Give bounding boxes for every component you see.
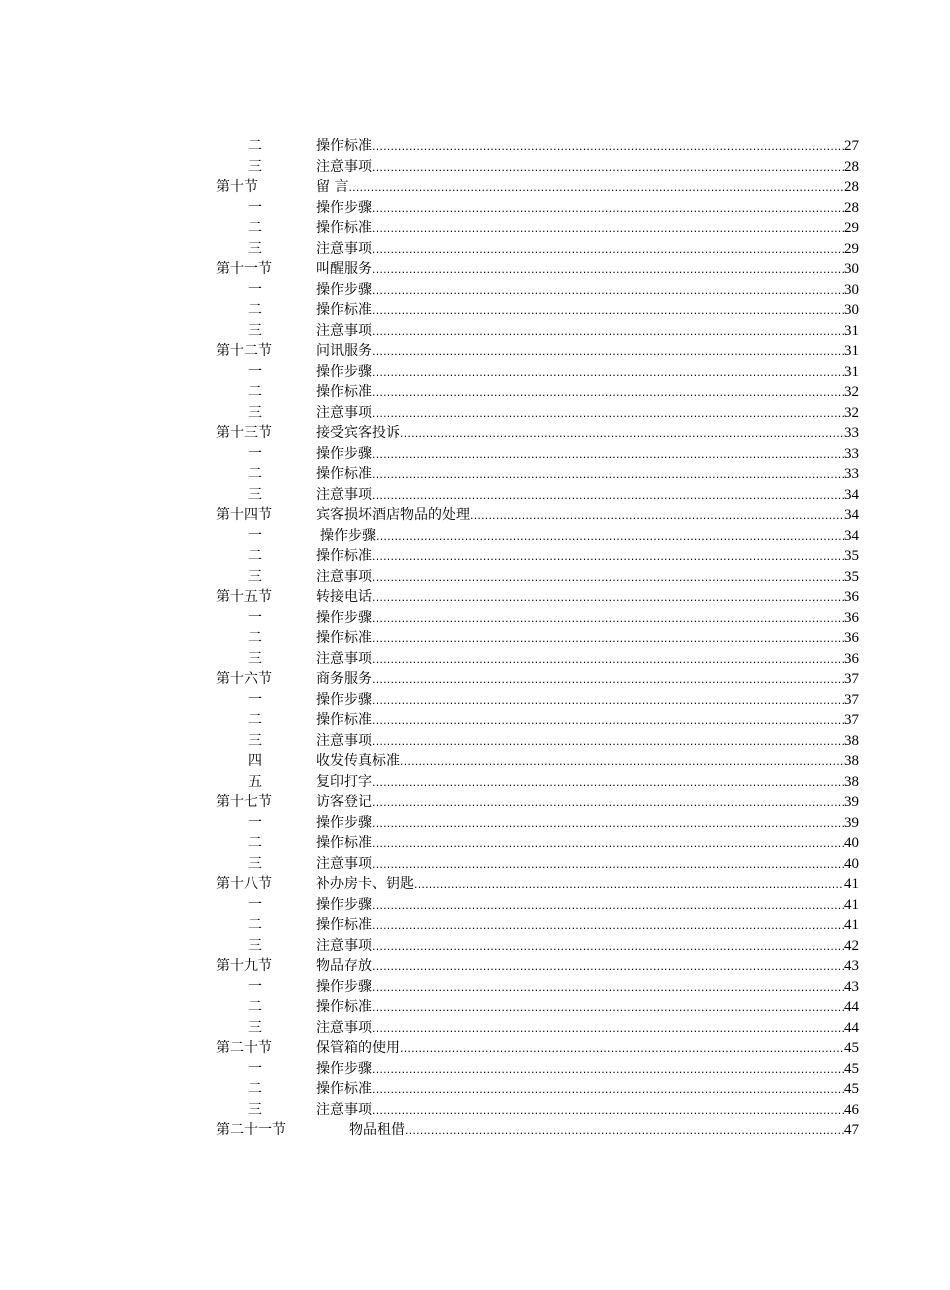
toc-entry-title: 操作标准 <box>316 1081 372 1097</box>
toc-entry-title: 收发传真标准 <box>316 753 400 769</box>
toc-subsection-entry[interactable] <box>0 239 950 260</box>
toc-entry-number: 第二十节 <box>216 1040 272 1056</box>
dot-leader <box>372 834 844 855</box>
dot-leader <box>372 363 844 384</box>
dot-leader <box>372 465 844 486</box>
toc-entry-page: 45 <box>844 1040 859 1056</box>
toc-entry-number: 三 <box>248 568 262 585</box>
toc-entry-title: 操作步骤 <box>316 363 372 380</box>
toc-entry-page: 35 <box>844 568 859 585</box>
toc-entry-page: 28 <box>844 199 859 216</box>
toc-entry-line <box>316 259 859 280</box>
toc-entry-number: 四 <box>248 753 262 769</box>
toc-section-entry[interactable] <box>0 669 950 690</box>
toc-entry-number: 一 <box>248 896 262 913</box>
toc-entry-title: 注意事项 <box>316 855 372 872</box>
toc-entry-page: 31 <box>844 322 859 339</box>
toc-subsection-entry[interactable] <box>0 895 950 916</box>
toc-entry-number: 第十五节 <box>216 589 272 605</box>
toc-subsection-entry[interactable] <box>0 280 950 301</box>
toc-entry-line <box>316 177 859 198</box>
dot-leader <box>372 383 844 404</box>
dot-leader <box>372 998 844 1019</box>
toc-subsection-entry[interactable] <box>0 690 950 711</box>
toc-subsection-entry[interactable] <box>0 1079 950 1100</box>
toc-entry-page: 36 <box>844 589 859 605</box>
toc-entry-title: 注意事项 <box>316 1101 372 1118</box>
toc-entry-line <box>316 792 859 813</box>
toc-entry-line <box>316 956 859 977</box>
toc-entry-title: 注意事项 <box>316 322 372 339</box>
toc-entry-title: 操作标准 <box>316 917 372 933</box>
toc-entry-line <box>316 1038 859 1059</box>
toc-entry-page: 34 <box>844 507 859 523</box>
dot-leader <box>372 486 844 507</box>
dot-leader <box>372 732 844 753</box>
toc-entry-title: 物品存放 <box>316 958 372 974</box>
dot-leader <box>470 506 844 527</box>
toc-entry-line <box>316 218 859 239</box>
toc-entry-number: 二 <box>248 302 262 318</box>
toc-entry-line <box>316 362 859 383</box>
toc-entry-number: 二 <box>248 712 262 728</box>
toc-section-entry[interactable] <box>0 874 950 895</box>
toc-entry-title: 访客登记 <box>316 794 372 810</box>
dot-leader <box>372 281 844 302</box>
dot-leader <box>372 568 844 589</box>
toc-entry-title: 操作标准 <box>316 835 372 851</box>
toc-entry-page: 34 <box>844 486 859 503</box>
toc-entry-page: 32 <box>844 404 859 421</box>
toc-entry-line <box>316 300 859 321</box>
toc-entry-page: 30 <box>844 261 859 277</box>
toc-entry-page: 30 <box>844 302 859 318</box>
toc-entry-line <box>316 669 859 690</box>
toc-section-entry[interactable] <box>0 177 950 198</box>
toc-entry-title: 操作标准 <box>316 466 372 482</box>
toc-entry-line <box>316 731 859 752</box>
toc-section-entry[interactable] <box>0 259 950 280</box>
toc-subsection-entry[interactable] <box>0 485 950 506</box>
toc-entry-line <box>316 444 859 465</box>
toc-entry-page: 38 <box>844 753 859 769</box>
toc-entry-number: 二 <box>248 548 262 564</box>
toc-entry-line <box>316 690 859 711</box>
toc-entry-line <box>316 1079 859 1100</box>
toc-subsection-entry[interactable] <box>0 464 950 485</box>
toc-entry-page: 44 <box>844 1019 859 1036</box>
toc-section-entry[interactable] <box>0 792 950 813</box>
toc-entry-page: 28 <box>844 179 859 195</box>
dot-leader <box>414 875 844 896</box>
toc-subsection-entry[interactable] <box>0 444 950 465</box>
toc-entry-number: 三 <box>248 1019 262 1036</box>
toc-entry-line <box>316 157 859 178</box>
dot-leader <box>372 855 844 876</box>
toc-section-entry[interactable] <box>0 423 950 444</box>
toc-entry-page: 40 <box>844 835 859 851</box>
toc-entry-title: 补办房卡、钥匙 <box>316 876 414 892</box>
toc-entry-page: 29 <box>844 220 859 236</box>
toc-entry-title: 物品租借 <box>349 1122 405 1138</box>
toc-entry-line <box>316 382 859 403</box>
toc-entry-number: 一 <box>248 363 262 380</box>
toc-entry-title: 转接电话 <box>316 589 372 605</box>
toc-entry-title: 操作标准 <box>316 302 372 318</box>
toc-entry-line <box>316 1100 859 1121</box>
dot-leader <box>372 1060 844 1081</box>
toc-entry-number: 第十四节 <box>216 507 272 523</box>
toc-entry-title: 操作步骤 <box>316 814 372 831</box>
dot-leader <box>372 978 844 999</box>
toc-entry-number: 一 <box>248 609 262 626</box>
toc-entry-number: 五 <box>248 773 262 790</box>
toc-entry-title: 注意事项 <box>316 240 372 257</box>
toc-entry-number: 二 <box>248 220 262 236</box>
toc-entry-line <box>316 423 859 444</box>
toc-entry-number: 一 <box>248 691 262 708</box>
toc-entry-number: 三 <box>248 650 262 667</box>
toc-subsection-entry[interactable] <box>0 362 950 383</box>
dot-leader <box>372 937 844 958</box>
toc-entry-title: 问讯服务 <box>316 343 372 359</box>
toc-entry-title: 注意事项 <box>316 937 372 954</box>
toc-entry-line <box>316 587 859 608</box>
toc-entry-number: 二 <box>248 630 262 646</box>
toc-entry-page: 27 <box>844 138 859 154</box>
toc-subsection-entry[interactable] <box>0 198 950 219</box>
toc-entry-title: 注意事项 <box>316 404 372 421</box>
toc-entry-number: 一 <box>248 1060 262 1077</box>
toc-entry-page: 47 <box>844 1122 859 1138</box>
dot-leader <box>372 219 844 240</box>
toc-entry-number: 一 <box>248 814 262 831</box>
toc-entry-number: 第二十一节 <box>216 1122 286 1138</box>
toc-entry-title: 注意事项 <box>316 1019 372 1036</box>
toc-entry-page: 28 <box>844 158 859 175</box>
toc-entry-page: 40 <box>844 855 859 872</box>
toc-entry-page: 43 <box>844 958 859 974</box>
toc-entry-line <box>316 546 859 567</box>
toc-entry-number: 第十九节 <box>216 958 272 974</box>
toc-entry-number: 二 <box>248 999 262 1015</box>
toc-entry-page: 36 <box>844 650 859 667</box>
toc-entry-page: 44 <box>844 999 859 1015</box>
toc-subsection-entry[interactable] <box>0 772 950 793</box>
toc-entry-line <box>316 772 859 793</box>
dot-leader <box>400 752 844 773</box>
toc-entry-title: 注意事项 <box>316 486 372 503</box>
dot-leader <box>372 814 844 835</box>
toc-entry-title: 操作标准 <box>316 999 372 1015</box>
toc-subsection-entry[interactable] <box>0 403 950 424</box>
toc-subsection-entry[interactable] <box>0 546 950 567</box>
dot-leader <box>372 1080 844 1101</box>
toc-entry-page: 38 <box>844 732 859 749</box>
toc-entry-page: 46 <box>844 1101 859 1118</box>
toc-section-entry[interactable] <box>0 1120 950 1141</box>
toc-entry-number: 三 <box>248 1101 262 1118</box>
toc-subsection-entry[interactable] <box>0 915 950 936</box>
dot-leader <box>372 916 844 937</box>
toc-entry-page: 33 <box>844 466 859 482</box>
toc-subsection-entry[interactable] <box>0 977 950 998</box>
toc-entry-title: 操作步骤 <box>316 281 372 298</box>
toc-entry-title: 宾客损坏酒店物品的处理 <box>316 507 470 523</box>
toc-entry-line <box>316 997 859 1018</box>
dot-leader <box>372 1101 844 1122</box>
dot-leader <box>372 793 844 814</box>
dot-leader <box>376 527 844 548</box>
toc-entry-number: 一 <box>248 445 262 462</box>
toc-subsection-entry[interactable] <box>0 628 950 649</box>
toc-entry-title: 注意事项 <box>316 158 372 175</box>
toc-entry-number: 三 <box>248 240 262 257</box>
dot-leader <box>372 322 844 343</box>
toc-entry-number: 二 <box>248 384 262 400</box>
toc-entry-number: 一 <box>248 978 262 995</box>
toc-entry-title: 操作步骤 <box>316 978 372 995</box>
toc-entry-number: 三 <box>248 855 262 872</box>
toc-section-entry[interactable] <box>0 505 950 526</box>
toc-entry-line <box>316 136 859 157</box>
toc-section-entry[interactable] <box>0 341 950 362</box>
toc-entry-line <box>316 751 859 772</box>
toc-entry-title: 操作步骤 <box>316 896 372 913</box>
toc-entry-number: 第十六节 <box>216 671 272 687</box>
toc-entry-title: 操作步骤 <box>316 1060 372 1077</box>
toc-entry-page: 45 <box>844 1060 859 1077</box>
toc-subsection-entry[interactable] <box>0 157 950 178</box>
toc-entry-line <box>316 649 859 670</box>
toc-entry-line <box>316 895 859 916</box>
toc-entry-title: 保管箱的使用 <box>316 1040 400 1056</box>
toc-subsection-entry[interactable] <box>0 854 950 875</box>
dot-leader <box>372 896 844 917</box>
dot-leader <box>372 773 844 794</box>
toc-entry-page: 43 <box>844 978 859 995</box>
toc-subsection-entry[interactable] <box>0 567 950 588</box>
toc-entry-page: 36 <box>844 609 859 626</box>
toc-entry-line <box>316 710 859 731</box>
toc-subsection-entry[interactable] <box>0 1059 950 1080</box>
toc-entry-title: 留 言 <box>316 179 349 195</box>
toc-entry-page: 29 <box>844 240 859 257</box>
dot-leader <box>372 199 844 220</box>
toc-entry-title: 注意事项 <box>316 568 372 585</box>
toc-entry-title: 接受宾客投诉 <box>316 425 400 441</box>
toc-entry-number: 三 <box>248 322 262 339</box>
toc-entry-page: 41 <box>844 917 859 933</box>
toc-entry-title: 注意事项 <box>316 650 372 667</box>
toc-entry-number: 第十三节 <box>216 425 272 441</box>
toc-entry-page: 37 <box>844 671 859 687</box>
toc-entry-number: 第十二节 <box>216 343 272 359</box>
toc-entry-line <box>316 505 859 526</box>
toc-subsection-entry[interactable] <box>0 321 950 342</box>
toc-subsection-entry[interactable] <box>0 382 950 403</box>
toc-entry-title: 操作步骤 <box>320 527 376 544</box>
toc-entry-number: 三 <box>248 937 262 954</box>
toc-entry-page: 36 <box>844 630 859 646</box>
toc-subsection-entry[interactable] <box>0 731 950 752</box>
toc-entry-line <box>316 198 859 219</box>
dot-leader <box>405 1121 844 1142</box>
toc-entry-page: 33 <box>844 425 859 441</box>
dot-leader <box>372 301 844 322</box>
dot-leader <box>372 158 844 179</box>
dot-leader <box>372 260 844 281</box>
toc-entry-number: 三 <box>248 732 262 749</box>
toc-entry-number: 一 <box>248 281 262 298</box>
dot-leader <box>372 629 844 650</box>
dot-leader <box>372 445 844 466</box>
toc-entry-title: 注意事项 <box>316 732 372 749</box>
toc-subsection-entry[interactable] <box>0 936 950 957</box>
toc-entry-line <box>316 608 859 629</box>
toc-entry-number: 一 <box>248 527 262 544</box>
dot-leader <box>372 609 844 630</box>
toc-section-entry[interactable] <box>0 587 950 608</box>
toc-entry-line <box>349 1120 859 1141</box>
toc-entry-line <box>316 239 859 260</box>
toc-entry-number: 第十八节 <box>216 876 272 892</box>
toc-entry-line <box>316 280 859 301</box>
toc-entry-line <box>316 915 859 936</box>
toc-subsection-entry[interactable] <box>0 1018 950 1039</box>
toc-subsection-entry[interactable] <box>0 649 950 670</box>
dot-leader <box>372 670 844 691</box>
toc-entry-number: 第十七节 <box>216 794 272 810</box>
toc-entry-title: 操作步骤 <box>316 609 372 626</box>
toc-entry-title: 操作标准 <box>316 630 372 646</box>
toc-entry-number: 三 <box>248 158 262 175</box>
toc-entry-line <box>316 936 859 957</box>
toc-entry-title: 操作标准 <box>316 384 372 400</box>
toc-entry-line <box>316 341 859 362</box>
toc-entry-title: 操作步骤 <box>316 691 372 708</box>
dot-leader <box>400 1039 844 1060</box>
toc-entry-page: 39 <box>844 814 859 831</box>
toc-entry-page: 30 <box>844 281 859 298</box>
toc-entry-page: 33 <box>844 445 859 462</box>
toc-subsection-entry[interactable] <box>0 136 950 157</box>
toc-entry-number: 二 <box>248 1081 262 1097</box>
toc-subsection-entry[interactable] <box>0 813 950 834</box>
dot-leader <box>372 650 844 671</box>
toc-entry-title: 操作步骤 <box>316 199 372 216</box>
toc-entry-title: 复印打字 <box>316 773 372 790</box>
toc-subsection-entry[interactable] <box>0 218 950 239</box>
dot-leader <box>372 240 844 261</box>
toc-entry-title: 操作标准 <box>316 548 372 564</box>
toc-entry-page: 41 <box>844 876 859 892</box>
toc-entry-line <box>316 977 859 998</box>
toc-entry-title: 操作标准 <box>316 220 372 236</box>
toc-entry-line <box>316 403 859 424</box>
toc-entry-number: 三 <box>248 486 262 503</box>
toc-entry-page: 38 <box>844 773 859 790</box>
toc-subsection-entry[interactable] <box>0 608 950 629</box>
toc-subsection-entry[interactable] <box>0 751 950 772</box>
toc-entry-line <box>316 854 859 875</box>
toc-entry-line <box>316 813 859 834</box>
toc-entry-number: 二 <box>248 917 262 933</box>
toc-entry-number: 二 <box>248 835 262 851</box>
dot-leader <box>372 342 844 363</box>
toc-entry-line <box>316 628 859 649</box>
toc-entry-number: 三 <box>248 404 262 421</box>
toc-entry-title: 叫醒服务 <box>316 261 372 277</box>
dot-leader <box>372 404 844 425</box>
toc-entry-line <box>320 526 859 547</box>
toc-subsection-entry[interactable] <box>0 526 950 547</box>
toc-entry-line <box>316 1018 859 1039</box>
toc-entry-number: 二 <box>248 466 262 482</box>
toc-entry-title: 操作标准 <box>316 712 372 728</box>
dot-leader <box>372 691 844 712</box>
toc-entry-title: 操作标准 <box>316 138 372 154</box>
toc-entry-number: 第十一节 <box>216 261 272 277</box>
dot-leader <box>372 711 844 732</box>
toc-entry-page: 42 <box>844 937 859 954</box>
toc-entry-page: 31 <box>844 343 859 359</box>
toc-entry-line <box>316 485 859 506</box>
toc-entry-number: 第十节 <box>216 179 258 195</box>
toc-entry-title: 操作步骤 <box>316 445 372 462</box>
toc-entry-line <box>316 464 859 485</box>
dot-leader <box>372 1019 844 1040</box>
dot-leader <box>348 178 844 199</box>
toc-entry-page: 41 <box>844 896 859 913</box>
dot-leader <box>372 137 844 158</box>
toc-entry-number: 一 <box>248 199 262 216</box>
toc-entry-page: 39 <box>844 794 859 810</box>
toc-entry-line <box>316 321 859 342</box>
toc-entry-line <box>316 567 859 588</box>
toc-entry-title: 商务服务 <box>316 671 372 687</box>
toc-subsection-entry[interactable] <box>0 833 950 854</box>
toc-entry-page: 37 <box>844 712 859 728</box>
toc-entry-line <box>316 1059 859 1080</box>
dot-leader <box>400 424 844 445</box>
toc-entry-page: 35 <box>844 548 859 564</box>
toc-section-entry[interactable] <box>0 1038 950 1059</box>
toc-entry-line <box>316 874 859 895</box>
toc-subsection-entry[interactable] <box>0 1100 950 1121</box>
toc-subsection-entry[interactable] <box>0 997 950 1018</box>
dot-leader <box>372 588 844 609</box>
toc-entry-page: 37 <box>844 691 859 708</box>
toc-subsection-entry[interactable] <box>0 710 950 731</box>
toc-entry-page: 32 <box>844 384 859 400</box>
table-of-contents <box>0 136 950 1141</box>
toc-entry-page: 45 <box>844 1081 859 1097</box>
toc-section-entry[interactable] <box>0 956 950 977</box>
dot-leader <box>372 547 844 568</box>
toc-entry-number: 二 <box>248 138 262 154</box>
toc-entry-page: 31 <box>844 363 859 380</box>
toc-subsection-entry[interactable] <box>0 300 950 321</box>
toc-entry-line <box>316 833 859 854</box>
dot-leader <box>372 957 844 978</box>
toc-entry-page: 34 <box>844 527 859 544</box>
